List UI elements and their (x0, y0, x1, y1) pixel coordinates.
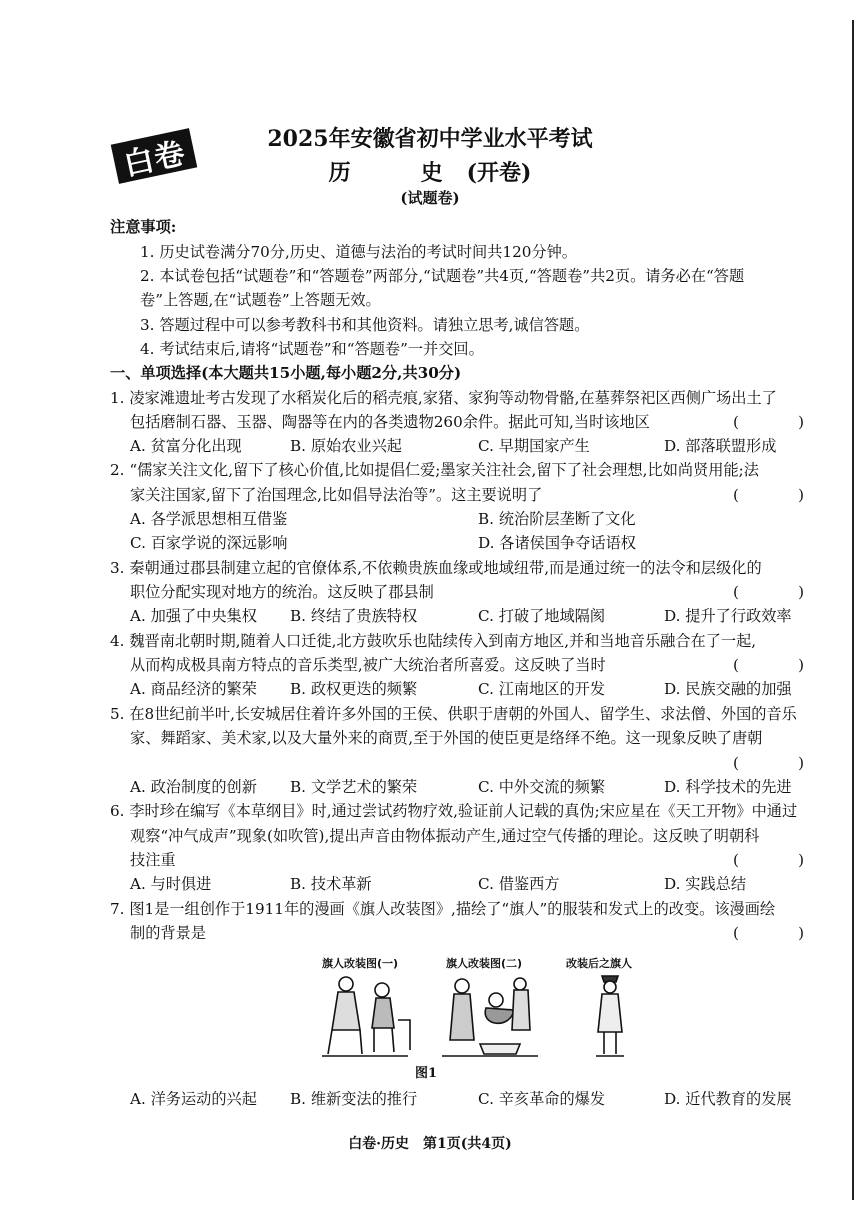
subject-title (0, 156, 860, 187)
option-b: B. 维新变法的推行 (290, 1090, 418, 1108)
figure-panel-label: 改装后之旗人 (566, 957, 632, 970)
subject-note: (开卷) (466, 160, 532, 186)
figure-panel-label: 旗人改装图(二) (446, 957, 523, 970)
option-c: C. 辛亥革命的爆发 (478, 1090, 606, 1108)
option-b: B. 原始农业兴起 (290, 437, 402, 455)
option-d: D. 部落联盟形成 (664, 437, 777, 455)
answer-paren: ( ) (732, 851, 826, 869)
question-6-line: 观察“冲气成声”现象(如吹管),提出声音由物体振动产生,通过空气传播的理论。这反映了明朝科 (130, 827, 760, 845)
option-d: D. 各诸侯国争夺话语权 (478, 534, 636, 552)
question-4-line: 从而构成极具南方特点的音乐类型,被广大统治者所喜爱。这反映了当时 (130, 656, 606, 674)
question-1-line: 包括磨制石器、玉器、陶器等在内的各类遗物260余件。据此可知,当时该地区 (130, 413, 650, 431)
option-a: A. 与时俱进 (130, 875, 212, 893)
figure-caption: 图1 (415, 1066, 438, 1081)
option-b: B. 统治阶层垄断了文化 (478, 510, 636, 528)
option-c: C. 早期国家产生 (478, 437, 590, 455)
question-3-line: 职位分配实现对地方的统治。这反映了郡县制 (130, 583, 434, 601)
notice-item: 3. 答题过程中可以参考教科书和其他资料。请独立思考,诚信答题。 (140, 316, 590, 334)
answer-paren: ( ) (732, 583, 826, 601)
option-d: D. 实践总结 (664, 875, 747, 893)
answer-paren: ( ) (732, 754, 826, 772)
option-d: D. 民族交融的加强 (664, 680, 792, 698)
subject-name: 历 史 (328, 160, 467, 186)
notice-item: 1. 历史试卷满分70分,历史、道德与法治的考试时间共120分钟。 (140, 243, 577, 261)
option-a: A. 商品经济的繁荣 (130, 680, 257, 698)
answer-paren: ( ) (732, 413, 826, 431)
option-b: B. 终结了贵族特权 (290, 607, 418, 625)
question-4-line: 4. 魏晋南北朝时期,随着人口迁徙,北方鼓吹乐也陆续传入到南方地区,并和当地音乐融合在了一起, (110, 632, 757, 650)
cartoon-panel-3 (590, 970, 630, 1058)
question-2-line: 家关注国家,留下了治国理念,比如倡导法治等”。这主要说明了 (130, 486, 543, 504)
page-footer: 白卷·历史 第1页(共4页) (348, 1136, 512, 1152)
cartoon-panel-1 (318, 970, 412, 1058)
option-d: D. 科学技术的先进 (664, 778, 792, 796)
option-b: B. 文学艺术的繁荣 (290, 778, 418, 796)
option-d: D. 提升了行政效率 (664, 607, 792, 625)
option-b: B. 技术革新 (290, 875, 372, 893)
notice-item: 2. 本试卷包括“试题卷”和“答题卷”两部分,“试题卷”共4页,“答题卷”共2页。请务必在“答题 (140, 267, 745, 285)
question-7-line: 制的背景是 (130, 924, 206, 942)
option-c: C. 百家学说的深远影响 (130, 534, 288, 552)
option-a: A. 各学派思想相互借鉴 (130, 510, 288, 528)
answer-paren: ( ) (732, 486, 826, 504)
exam-title: 2025年安徽省初中学业水平考试 (267, 126, 593, 152)
question-5-line: 5. 在8世纪前半叶,长安城居住着许多外国的王侯、供职于唐朝的外国人、留学生、求法僧、外国的音乐 (110, 705, 797, 723)
notice-heading: 注意事项: (110, 218, 177, 236)
question-2-line: 2. “儒家关注文化,留下了核心价值,比如提倡仁爱;墨家关注社会,留下了社会理想,比如尚贤用能;法 (110, 461, 759, 479)
option-a: A. 加强了中央集权 (130, 607, 257, 625)
notice-item: 4. 考试结束后,请将“试题卷”和“答题卷”一并交回。 (140, 340, 484, 358)
section-heading: 一、单项选择(本大题共15小题,每小题2分,共30分) (110, 364, 462, 382)
cartoon-panel-2 (440, 970, 540, 1058)
option-c: C. 中外交流的频繁 (478, 778, 606, 796)
answer-paren: ( ) (732, 656, 826, 674)
notice-item: 卷”上答题,在“试题卷”上答题无效。 (140, 291, 381, 309)
option-a: A. 政治制度的创新 (130, 778, 257, 796)
answer-paren: ( ) (732, 924, 826, 942)
question-1-line: 1. 凌家滩遗址考古发现了水稻炭化后的稻壳痕,家猪、家狗等动物骨骼,在墓葬祭祀区西侧广场出土了 (110, 389, 777, 407)
question-3-line: 3. 秦朝通过郡县制建立起的官僚体系,不依赖贵族血缘或地域纽带,而是通过统一的法令和层级化的 (110, 559, 762, 577)
option-b: B. 政权更迭的频繁 (290, 680, 418, 698)
paper-type: (试题卷) (400, 189, 460, 207)
question-5-line: 家、舞蹈家、美术家,以及大量外来的商贾,至于外国的使臣更是络绎不绝。这一现象反映了唐朝 (130, 729, 763, 747)
option-c: C. 江南地区的开发 (478, 680, 606, 698)
option-c: C. 打破了地域隔阂 (478, 607, 606, 625)
option-a: A. 洋务运动的兴起 (130, 1090, 257, 1108)
paper-badge: 白卷 (111, 128, 198, 184)
option-d: D. 近代教育的发展 (664, 1090, 792, 1108)
option-c: C. 借鉴西方 (478, 875, 560, 893)
question-6-line: 6. 李时珍在编写《本草纲目》时,通过尝试药物疗效,验证前人记载的真伪;宋应星在《天工开物》中通过 (110, 802, 798, 820)
question-7-line: 7. 图1是一组创作于1911年的漫画《旗人改装图》,描绘了“旗人”的服装和发式上的改变。该漫画绘 (110, 900, 776, 918)
option-a: A. 贫富分化出现 (130, 437, 242, 455)
question-6-line: 技注重 (130, 851, 176, 869)
figure-panel-label: 旗人改装图(一) (322, 957, 399, 970)
